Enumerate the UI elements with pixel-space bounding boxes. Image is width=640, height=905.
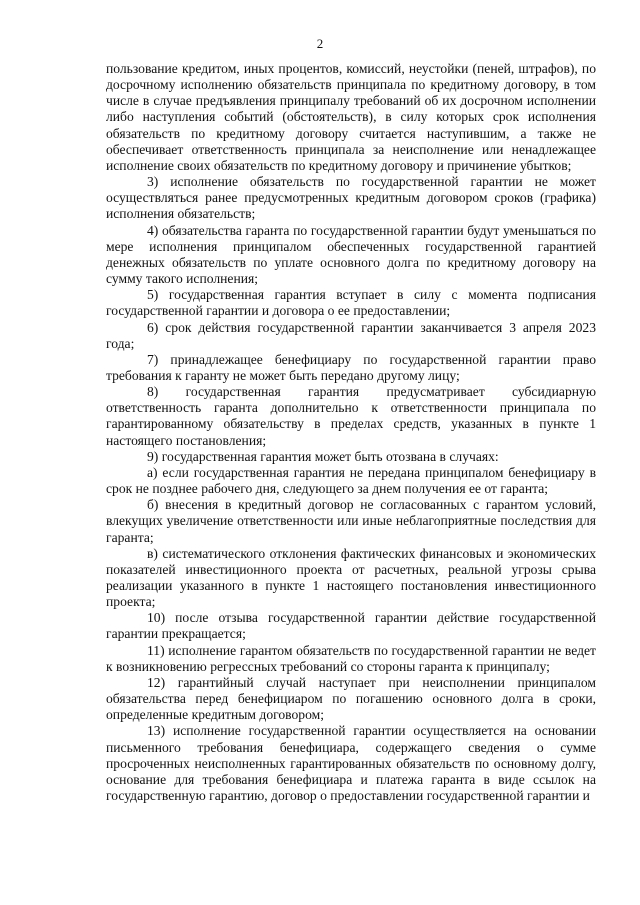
paragraph-item-5: 5) государственная гарантия вступает в силу с момента подписания государственной гарантии и договора о ее предоставлении; [106, 287, 596, 319]
paragraph-subitem-a: а) если государственная гарантия не передана принципалом бенефициару в срок не позднее рабочего дня, следующего за днем получения ее от гаранта; [106, 464, 596, 497]
paragraph-item-7: 7) принадлежащее бенефициару по государственной гарантии право требования к гаранту не может быть передано другому лицу; [106, 351, 596, 383]
page-number: 2 [316, 36, 324, 51]
paragraph-item-10: 10) после отзыва государственной гарантии действие государственной гарантии прекращается; [106, 610, 596, 642]
paragraph-item-13: 13) исполнение государственной гарантии осуществляется на основании письменного требования бенефициара, содержащего сведения о сумме просроченных неисполненных гарантированных обязательств по основному долгу, основание для требования бенефициара и платежа гаранта в виде ссылок на государственную гарантию, договор о предоставлении государственной гарантии и [106, 723, 596, 804]
paragraph-item-4: 4) обязательства гаранта по государственной гарантии будут уменьшаться по мере исполнения принципалом обеспеченных государственной гарантией денежных обязательств по уплате основного долга по кредитному договору на сумму такого исполнения; [106, 222, 596, 287]
paragraph-item-11: 11) исполнение гарантом обязательств по государственной гарантии не ведет к возникновению регрессных требований со стороны гаранта к принципалу; [106, 642, 596, 674]
paragraph-subitem-b: б) внесения в кредитный договор не согласованных с гарантом условий, влекущих увеличение ответственности или иные неблагоприятные последствия для гаранта; [106, 497, 596, 545]
paragraph-continuation: пользование кредитом, иных процентов, комиссий, неустойки (пеней, штрафов), по досрочному исполнению обязательств принципала по кредитному договору, в том числе в случае предъявления принципалу требований об их досрочном исполнении либо наступления событий (обстоятельств), в силу которых срок исполнения обязательств по кредитному договору считается наступившим, а также не обеспечивает ответственность принципала за неисполнение или ненадлежащее исполнение своих обязательств по кредитному договору и причинение убытков; [106, 61, 596, 173]
paragraph-item-6: 6) срок действия государственной гарантии заканчивается 3 апреля 2023 года; [106, 319, 596, 351]
paragraph-item-8: 8) государственная гарантия предусматривает субсидиарную ответственность гаранта дополнительно к ответственности принципала по гарантированному обязательству в пределах средств, указанных в пункте 1 настоящего постановления; [106, 384, 596, 448]
document-body [106, 61, 596, 804]
paragraph-subitem-v: в) систематического отклонения фактических финансовых и экономических показателей инвестиционного проекта от расчетных, реальной угрозы срыва реализации указанного в пункте 1 настоящего постановления инвестиционного проекта; [106, 545, 596, 610]
paragraph-item-9: 9) государственная гарантия может быть отозвана в случаях: [147, 448, 499, 464]
paragraph-item-3: 3) исполнение обязательств по государственной гарантии не может осуществляться ранее предусмотренных кредитным договором сроков (графика) исполнения обязательств; [106, 174, 596, 222]
paragraph-item-12: 12) гарантийный случай наступает при неисполнении принципалом обязательства перед бенефициаром по погашению основного долга в сроки, определенные кредитным договором; [106, 674, 596, 723]
